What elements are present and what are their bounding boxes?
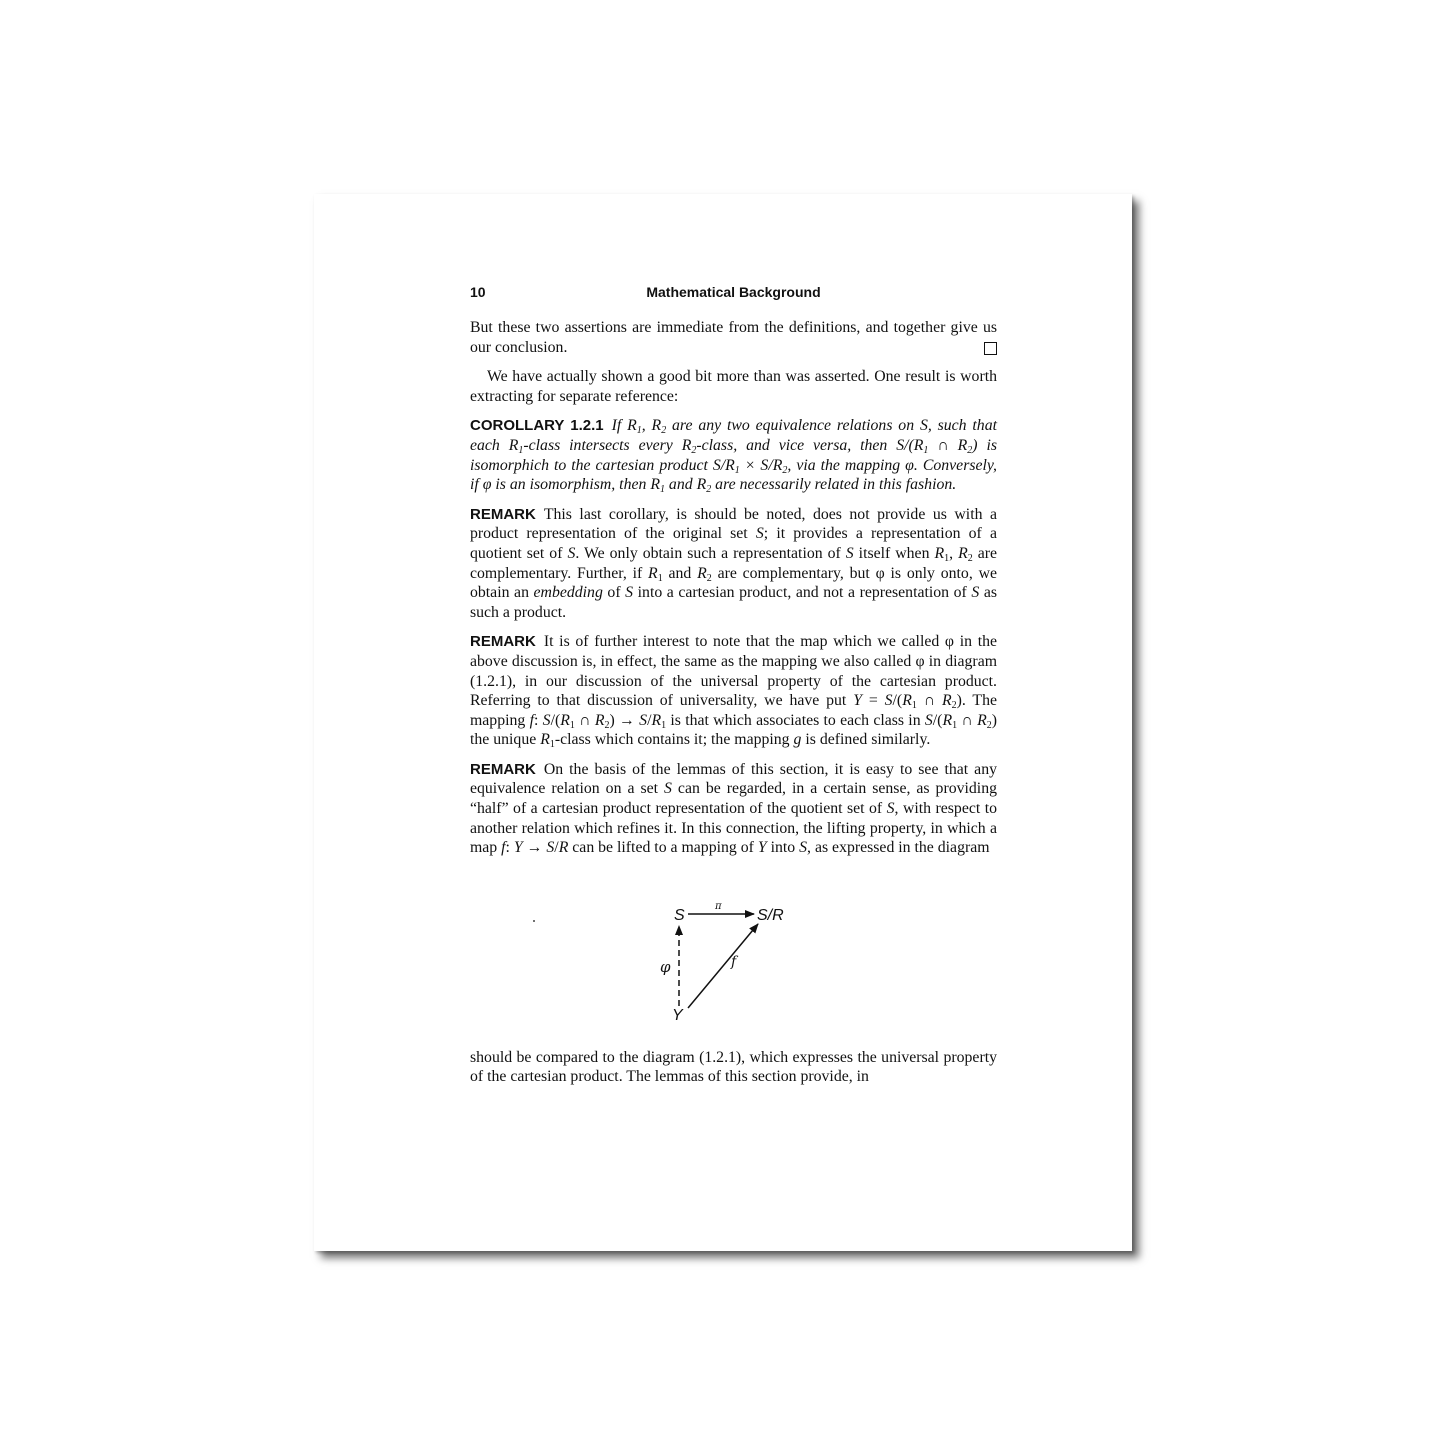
page-content <box>470 284 997 1087</box>
qed-square-icon <box>984 342 997 355</box>
remark-2: REMARK It is of further interest to note that the map which we called φ in the above discussion is, in effect, the same as the mapping we also called φ in diagram (1.2.1), in our discussion of the universal property of the cartesian product. Referring to that discussion of universality, we have put $Y = S/(R_1$ ∩ $R_2$). The mapping f: $S/(R_1$ ∩ $R_2) \to S/R_1$ is that which associates to each class in $S/(R_1$ ∩ $R_2$) the unique $R_1$-class which contains it; the mapping g is defined similarly. <box>470 633 998 751</box>
remark-label: REMARK <box>470 505 536 523</box>
lifting-diagram-svg <box>470 866 997 1036</box>
page-number: 10 <box>470 284 486 300</box>
running-header <box>470 284 997 304</box>
label-phi: φ <box>660 957 671 976</box>
node-y: Y <box>672 1006 683 1024</box>
intro-text: But these two assertions are immediate from the definitions, and together give us our conclusion. <box>470 319 997 356</box>
book-page <box>314 194 1132 1251</box>
remark-label: REMARK <box>470 760 536 778</box>
node-s-over-r: S/R <box>757 906 784 924</box>
arrow-f <box>688 924 758 1008</box>
label-f: f <box>731 953 737 970</box>
corollary-block <box>470 416 997 494</box>
label-pi: π <box>715 900 722 912</box>
corollary-text: If $R_1$, $R_2$ are any two equivalence relations on S, such that each $R_1$-class intersects every $R_2$-class, and vice versa, then $S/(R_1$ ∩ $R_2$) is isomorphich to the cartesian product $S/R_1 \times S/R_2$, via the mapping φ. Conversely, if φ is an isomorphism, then $R_1$ and $R_2$ are necessarily related in this fashion. <box>470 417 998 496</box>
final-paragraph: should be compared to the diagram (1.2.1), which expresses the universal property of the cartesian product. The lemmas of this section provide, in <box>470 1048 997 1086</box>
remark-label: REMARK <box>470 633 536 651</box>
intro-paragraph <box>470 318 997 357</box>
extract-paragraph: We have actually shown a good bit more than was asserted. One result is worth extracting for separate reference: <box>470 368 997 405</box>
corollary-label: COROLLARY 1.2.1 <box>470 417 604 435</box>
running-title: Mathematical Background <box>646 284 821 300</box>
remark-1: REMARK This last corollary, is should be noted, does not provide us with a product representation of the original set S; it provides a representation of a quotient set of S. We only obtain such a representation of S itself when $R_1$, $R_2$ are complementary. Further, if $R_1$ and $R_2$ are complementary, but φ is only onto, we obtain an embedding of S into a cartesian product, and not a representation of S as such a product. <box>470 505 998 621</box>
remark-3: REMARK On the basis of the lemmas of this section, it is easy to see that any equivalence relation on a set S can be regarded, in a certain sense, as providing “half” of a cartesian product representation of the quotient set of S, with respect to another relation which refines it. In this connection, the lifting property, in which a map f: Y → S/R can be lifted to a mapping of Y into S, as expressed in the diagram <box>470 760 997 857</box>
node-s: S <box>674 906 685 924</box>
lifting-diagram <box>470 866 997 1036</box>
